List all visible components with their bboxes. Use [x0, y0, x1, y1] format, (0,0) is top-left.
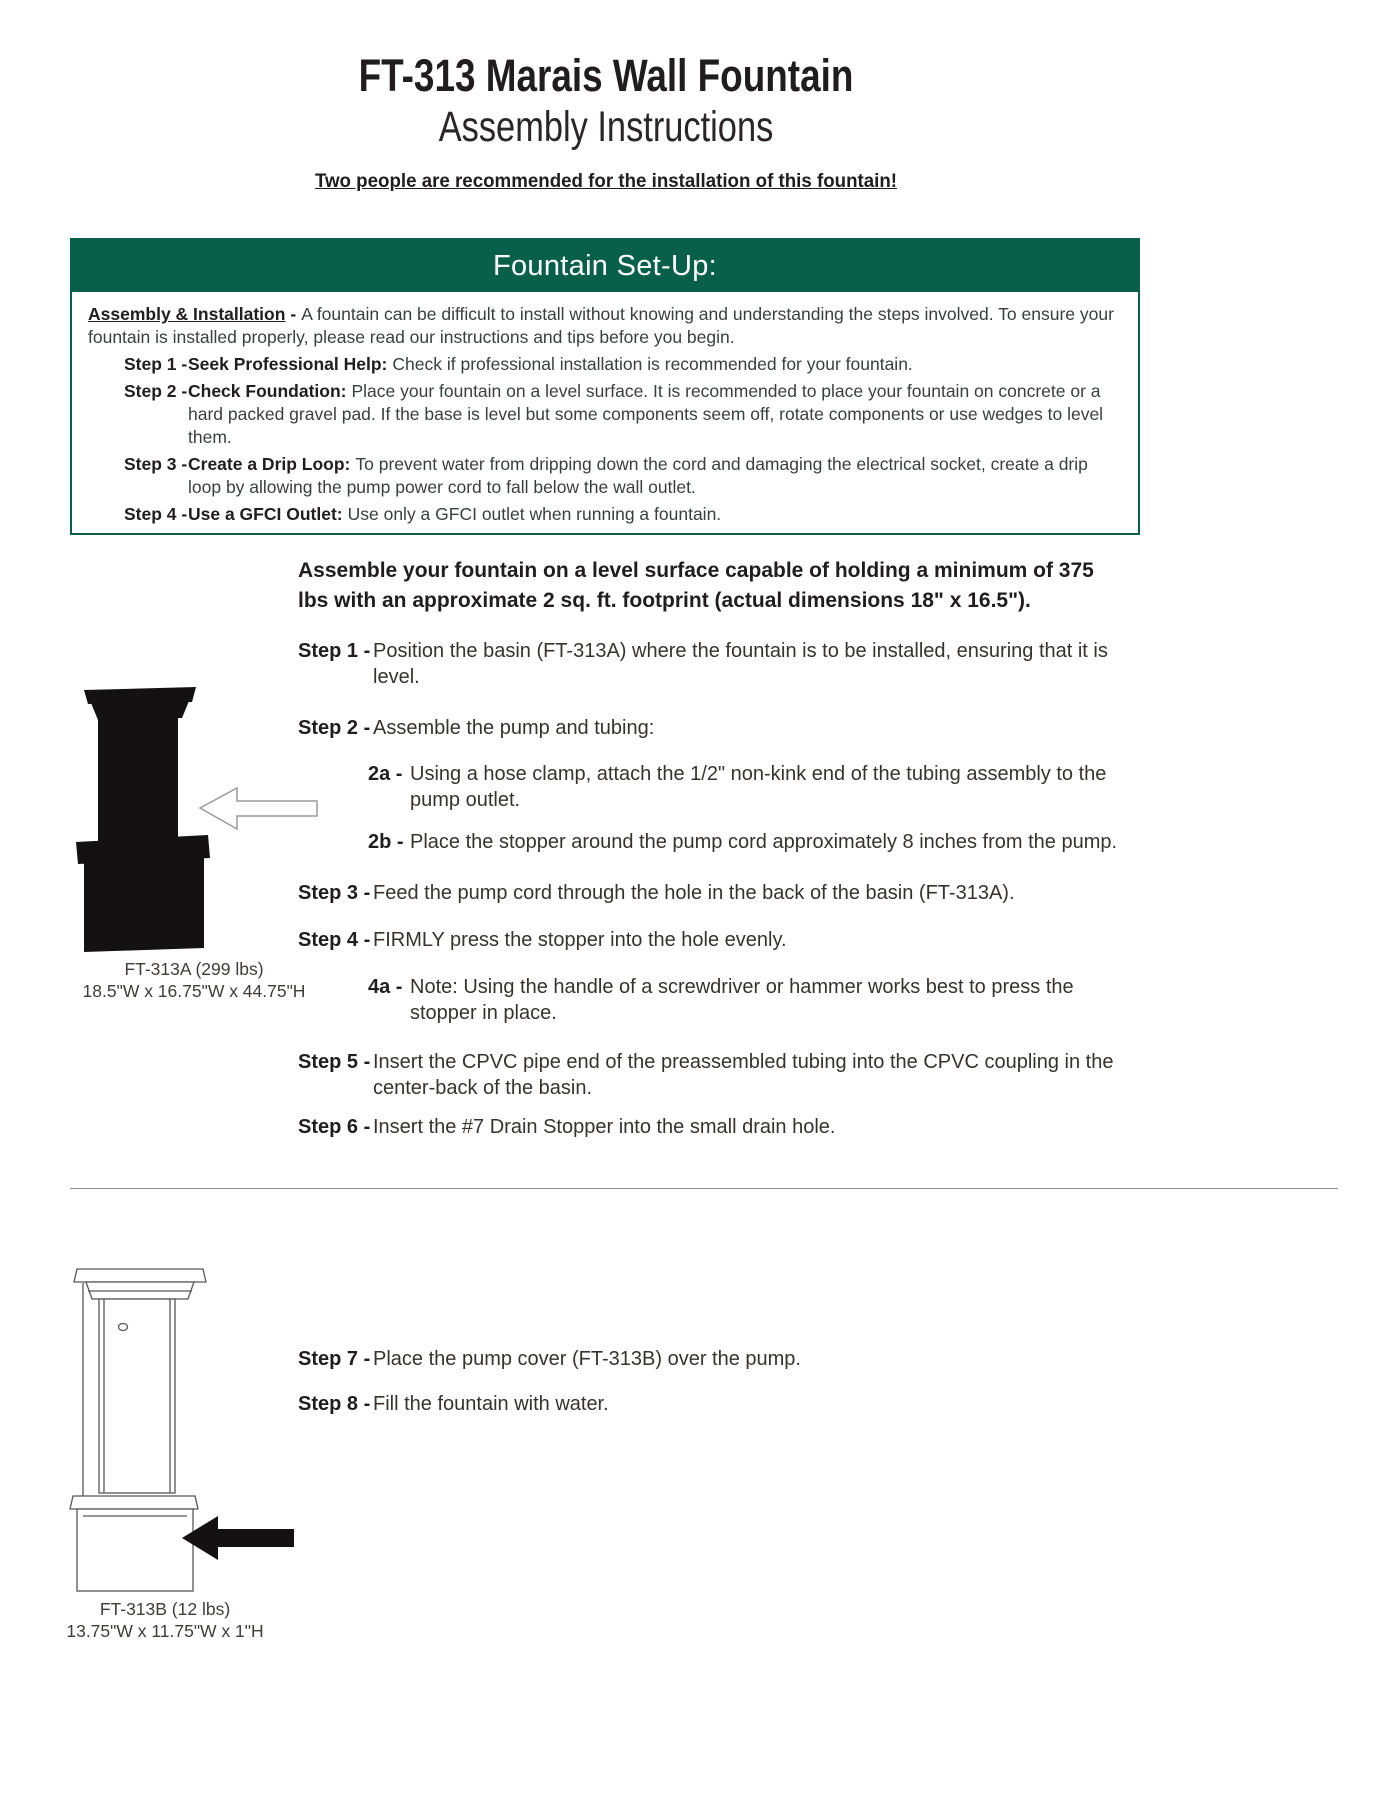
step-label: Step 2 - — [298, 717, 371, 739]
basin-figure-ft313a — [60, 675, 330, 965]
figure2-caption — [25, 1598, 305, 1642]
assembly-step-2a — [368, 761, 1160, 813]
assembly-step-1 — [298, 638, 1160, 690]
step-text: Fill the fountain with water. — [373, 1393, 609, 1415]
setup-intro — [88, 303, 1124, 349]
section-divider — [70, 1188, 1338, 1189]
step-label: Step 7 - — [298, 1348, 371, 1370]
setup-step-name: Create a Drip Loop: — [188, 454, 351, 474]
installation-note: Two people are recommended for the installation of this fountain! — [314, 170, 898, 193]
setup-step-text: Place your fountain on a level surface. It is recommended to place your fountain on concrete or a hard packed gravel pad. If the base is level but some components seem off, rotate components or use wedges to level them. — [188, 381, 1104, 447]
step-label: Step 8 - — [298, 1393, 371, 1415]
page-title: FT-313 Marais Wall Fountain — [358, 50, 854, 101]
fountain-silhouette — [76, 687, 210, 952]
setup-step-label: Step 1 - — [124, 354, 188, 374]
step-label: 2a - — [368, 763, 403, 785]
setup-step-label: Step 2 - — [124, 381, 188, 401]
setup-intro-label: Assembly & Installation — [88, 304, 286, 324]
step-label: Step 5 - — [298, 1051, 371, 1073]
setup-box-title: Fountain Set-Up: — [72, 240, 1138, 292]
setup-step-2 — [88, 380, 1124, 449]
step-text: Insert the CPVC pipe end of the preassembled tubing into the CPVC coupling in the center-back of the basin. — [373, 1051, 1114, 1099]
pump-cover-figure-ft313b — [55, 1253, 305, 1598]
step-text: Insert the #7 Drain Stopper into the small drain hole. — [373, 1116, 836, 1138]
fountain-outline — [70, 1269, 206, 1591]
assembly-step-2b — [368, 829, 1160, 855]
setup-step-name: Check Foundation: — [188, 381, 347, 401]
setup-step-label: Step 4 - — [124, 504, 188, 524]
figure1-caption — [58, 958, 330, 1002]
step-text: Position the basin (FT-313A) where the fountain is to be installed, ensuring that it is level. — [373, 640, 1108, 688]
step-label: 4a - — [368, 976, 403, 998]
step-text: Using a hose clamp, attach the 1/2" non-kink end of the tubing assembly to the pump outlet. — [410, 763, 1107, 811]
setup-step-text: Use only a GFCI outlet when running a fountain. — [347, 504, 722, 524]
figure2-name: FT-313B (12 lbs) — [99, 1599, 231, 1619]
assembly-step-3 — [298, 880, 1160, 906]
assembly-step-5 — [298, 1049, 1160, 1101]
step-label: Step 4 - — [298, 929, 371, 951]
step-text: Place the pump cover (FT-313B) over the pump. — [373, 1348, 801, 1370]
assembly-step-4 — [298, 927, 1160, 953]
document-header — [70, 52, 1142, 193]
setup-box-body — [72, 292, 1138, 533]
step-text: Note: Using the handle of a screwdriver or hammer works best to press the stopper in place. — [410, 976, 1074, 1024]
step-text: Assemble the pump and tubing: — [373, 717, 655, 739]
setup-step-text: To prevent water from dripping down the cord and damaging the electrical socket, create a drip loop by allowing the pump power cord to fall below the wall outlet. — [188, 454, 1088, 497]
setup-step-label: Step 3 - — [124, 454, 188, 474]
assembly-step-4a — [368, 974, 1160, 1026]
page-subtitle: Assembly Instructions — [438, 102, 774, 151]
assembly-step-2 — [298, 715, 1160, 741]
step-label: Step 3 - — [298, 882, 371, 904]
setup-step-3 — [88, 453, 1124, 499]
left-arrow-icon — [182, 1516, 294, 1560]
setup-intro-text: A fountain can be difficult to install without knowing and understanding the steps involved. To ensure your fountain is installed properly, please read our instructions and tips before you begin. — [88, 304, 1114, 347]
assembly-steps — [298, 638, 1160, 1140]
assembly-step-8 — [298, 1391, 1160, 1417]
assembly-steps-continued — [298, 1346, 1160, 1417]
figure1-dimensions: 18.5"W x 16.75"W x 44.75"H — [82, 981, 306, 1001]
setup-step-1 — [88, 353, 1124, 376]
assembly-intro: Assemble your fountain on a level surface capable of holding a minimum of 375 lbs with an approximate 2 sq. ft. footprint (actual dimensions 18" x 16.5"). — [298, 559, 1094, 612]
setup-step-text: Check if professional installation is recommended for your fountain. — [392, 354, 913, 374]
assembly-step-7 — [298, 1346, 1160, 1372]
step-label: Step 6 - — [298, 1116, 371, 1138]
setup-step-name: Seek Professional Help: — [188, 354, 388, 374]
step-label: 2b - — [368, 831, 404, 853]
step-label: Step 1 - — [298, 640, 371, 662]
fountain-setup-box — [70, 238, 1140, 535]
figure2-dimensions: 13.75"W x 11.75"W x 1"H — [66, 1621, 264, 1641]
setup-step-4 — [88, 503, 1124, 526]
step-text: FIRMLY press the stopper into the hole evenly. — [373, 929, 787, 951]
setup-intro-dash: - — [290, 304, 297, 324]
step-text: Place the stopper around the pump cord approximately 8 inches from the pump. — [410, 831, 1118, 853]
figure1-name: FT-313A (299 lbs) — [124, 959, 264, 979]
setup-step-name: Use a GFCI Outlet: — [188, 504, 343, 524]
step-text: Feed the pump cord through the hole in the back of the basin (FT-313A). — [373, 882, 1015, 904]
assembly-step-6 — [298, 1114, 1160, 1140]
